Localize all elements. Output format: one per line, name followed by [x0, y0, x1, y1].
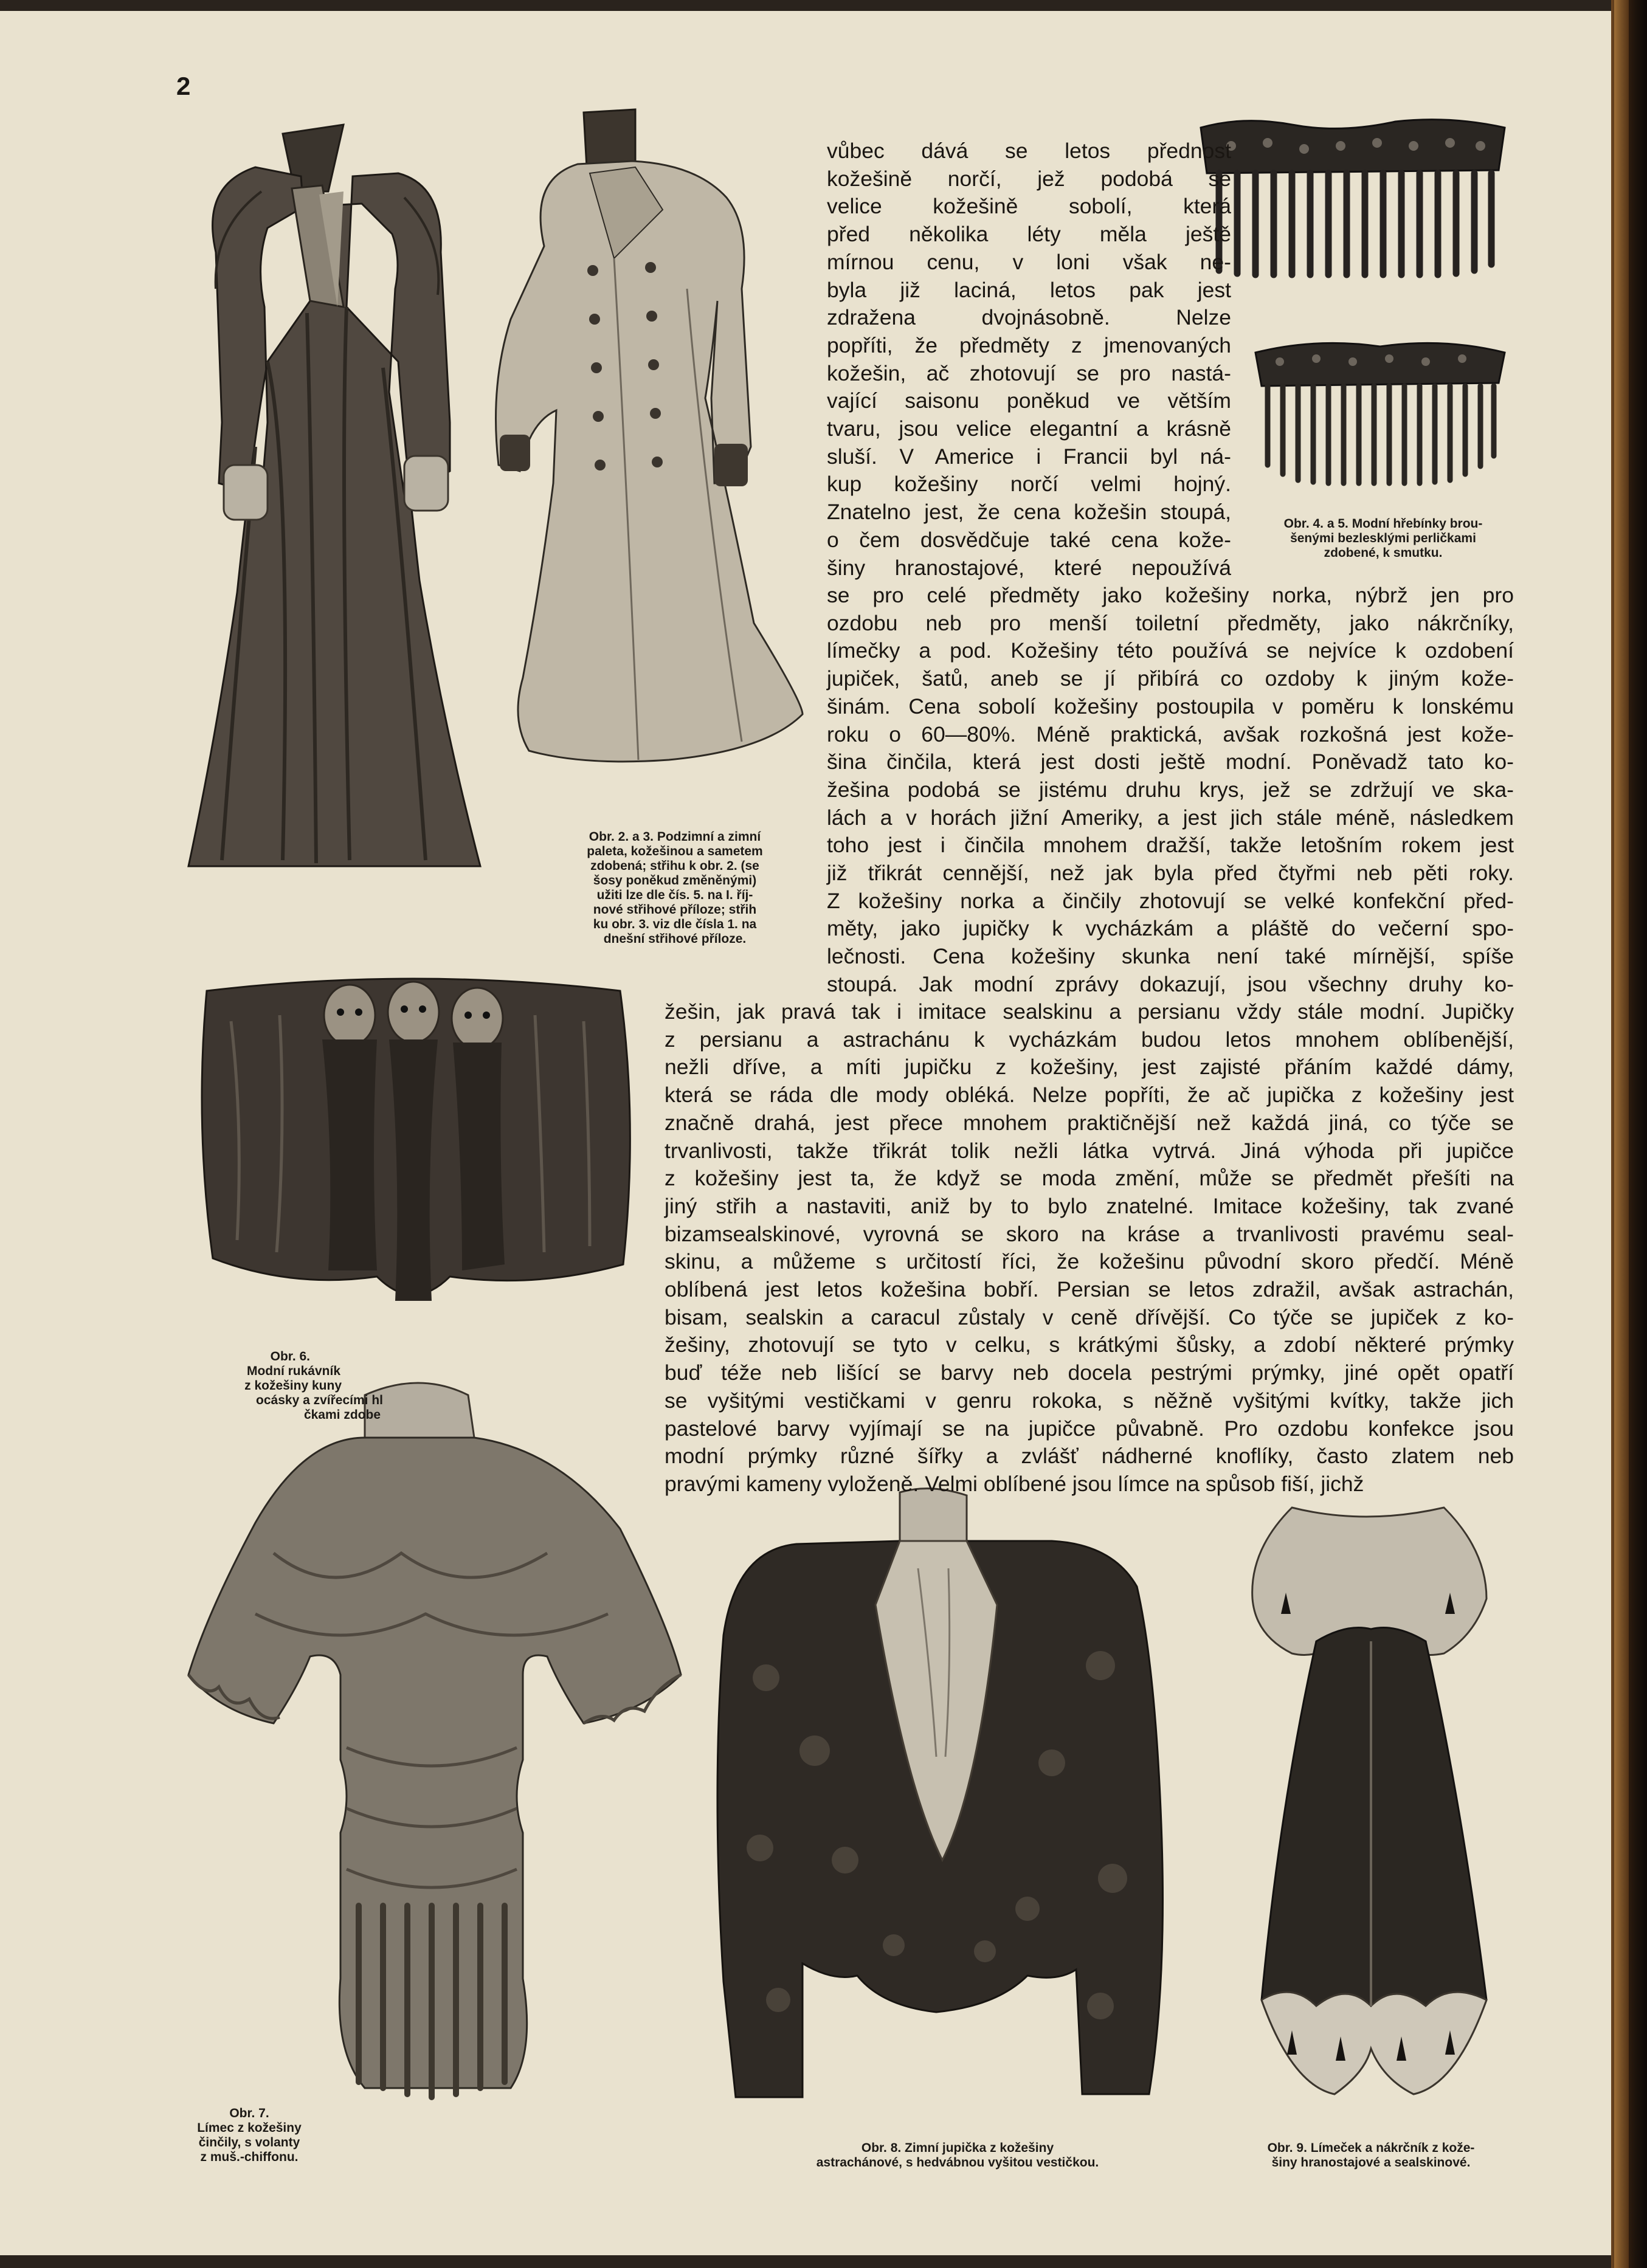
text-line: žešina podobá se jistému druhu krys, jež se zdržují ve ska-	[827, 777, 1514, 802]
text-line: bisam, sealskin a caracul zůstaly v ceně dřívější. Co týče se jupiček z ko-	[665, 1305, 1514, 1329]
article-column-middle	[827, 582, 1514, 999]
figure-2-dark-coat	[164, 106, 523, 894]
caption-line: Obr. 8. Zimní jupička z kožešiny	[861, 2141, 1054, 2155]
text-line: před několika léty měla ještě	[827, 222, 1231, 247]
text-line: šiny hranostajové, které nepoužívá	[827, 555, 1231, 580]
text-line: kožešin, ač zhotovují se pro nastá-	[827, 360, 1231, 385]
text-line: mírnou cenu, v loni však ne-	[827, 249, 1231, 274]
text-line: značně drahá, jest přece mnohem praktičnější než každá jiná, co týče se	[665, 1110, 1514, 1135]
caption-figure-9	[1213, 2141, 1529, 2170]
text-line: lečnosti. Cena kožešiny skunka není také mírnější, spíše	[827, 944, 1514, 969]
caption-line: šenými bezlesklými perličkami	[1290, 531, 1476, 545]
caption-line: Obr. 4. a 5. Modní hřebínky brou-	[1283, 517, 1483, 531]
text-line: bizamsealskinové, vyrovná se skoro na kráse a trvanlivosti pravému seal-	[665, 1221, 1514, 1246]
figure-3-light-coat	[486, 106, 809, 772]
text-line: toho jest i činčila mnohem dražší, takže letošním rokem jest	[827, 833, 1514, 858]
figure-7-chinchilla-collar	[182, 1371, 687, 2122]
text-line: nežli dříve, a míti jupičku z kožešiny, jest zajisté přáním každé dámy,	[665, 1055, 1514, 1080]
text-line: byla již laciná, letos pak jest	[827, 277, 1231, 302]
text-line: roku o 60—80%. Méně praktická, avšak rozkošná jest kože-	[827, 722, 1514, 746]
text-line: kup kožešiny norčí velmi hojný.	[827, 472, 1231, 497]
text-line: o čem dosvědčuje také cena kože-	[827, 527, 1231, 552]
text-line: jiný střih a nastaviti, aniž by to bylo znatelné. Imitace kožešiny, tak zvané	[665, 1193, 1514, 1218]
caption-line: Modní rukávník	[246, 1364, 340, 1378]
spine-edge	[1614, 0, 1629, 2268]
caption-line: z muš.-chiffonu.	[200, 2150, 299, 2164]
page-number: 2	[176, 72, 191, 100]
text-line: žešin, jak pravá tak i imitace sealskinu a persianu vždy stále modní. Jupičky	[665, 999, 1514, 1024]
text-line: zdražena dvojnásobně. Nelze	[827, 305, 1231, 330]
text-line: pastelové barvy vyjímají se na jupičce půvabně. Pro ozdobu konfekce jsou	[665, 1416, 1514, 1441]
text-line: z persianu a astrachánu k vycházkám budou letos mnohem oblíbenější,	[665, 1027, 1514, 1052]
caption-figure-2-3	[565, 830, 784, 946]
text-line: která se ráda dle mody obléká. Nelze popříti, že ač jupička z kožešiny jest	[665, 1083, 1514, 1108]
text-line: žešiny, zhotovují se tyto v celku, s krátkými šůsky, a zdobí některé prýmky	[665, 1332, 1514, 1357]
figure-6-fur-muff	[195, 973, 632, 1313]
figure-5-comb	[1249, 337, 1511, 489]
text-line: trvanlivosti, takže třikrát tolik nežli látka vytrvá. Jiná výhoda při jupičce	[665, 1138, 1514, 1163]
text-line: velice kožešině sobolí, která	[827, 194, 1231, 219]
caption-line: Límec z kožešiny	[197, 2121, 302, 2135]
text-line: modní prýmky různé šířky a zvlášť nádherné knoflíky, často zlatem neb	[665, 1444, 1514, 1469]
text-line: jupiček, šatů, aneb se jí přibírá co ozdoby k jiným kože-	[827, 666, 1514, 691]
caption-line: čkami zdobe	[303, 1408, 381, 1422]
text-line: stoupá. Jak modní zprávy dokazují, jsou všechny druhy ko-	[827, 971, 1514, 996]
text-line: se vyšitými vestičkami v genru rokoka, s něžně vyšitými kvítky, takže jich	[665, 1388, 1514, 1413]
caption-line: nové střihové příloze; střih	[593, 903, 757, 917]
figure-9-ermine-neckpiece	[1243, 1501, 1499, 2115]
text-line: tvaru, jsou velice elegantní a krásně	[827, 416, 1231, 441]
caption-figure-8	[766, 2141, 1149, 2170]
figure-4-comb	[1195, 115, 1511, 280]
text-line: oblíbená jest letos kožešina bobří. Persian se letos zdražil, avšak astrachán,	[665, 1277, 1514, 1302]
text-line: se pro celé předměty jako kožešiny norka, nýbrž jen pro	[827, 583, 1514, 607]
caption-line: Obr. 9. Límeček a nákrčník z kože-	[1267, 2141, 1475, 2155]
caption-line: zdobená; střihu k obr. 2. (se	[590, 859, 759, 873]
text-line: sluší. V Americe i Francii byl ná-	[827, 444, 1231, 469]
caption-line: šiny hranostajové a sealskinové.	[1271, 2156, 1471, 2170]
bottom-scan-edge	[0, 2255, 1611, 2268]
caption-figure-4-5	[1243, 517, 1523, 560]
text-line: buď téže neb lišící se barvy neb docela pestrými prýmky, jiné opět opatří	[665, 1360, 1514, 1385]
text-line: lách a v horách jižní Ameriky, a jest jich stále méně, následkem	[827, 805, 1514, 830]
caption-line: Obr. 2. a 3. Podzimní a zimní	[589, 830, 761, 844]
caption-line: užiti lze dle čís. 5. na I. říj-	[596, 888, 753, 902]
text-line: šina činčila, která jest dosti ještě modní. Poněvadž tato ko-	[827, 750, 1514, 774]
text-line: Znatelno jest, že cena kožešin stoupá,	[827, 500, 1231, 525]
caption-line: astrachánové, s hedvábnou vyšitou vestičkou.	[816, 2156, 1099, 2170]
caption-figure-7	[173, 2106, 325, 2165]
caption-line: paleta, kožešinou a sametem	[587, 844, 763, 858]
text-line: pravými kameny vyloženě. Velmi oblíbené jsou límce na spůsob fiší, jichž	[665, 1471, 1364, 1496]
text-line: měty, jako jupičky k vycházkám a pláště do večerní spo-	[827, 916, 1514, 941]
text-line: z kožešiny jest ta, že když se moda změní, může se předmět přešíti na	[665, 1166, 1514, 1191]
text-line: šinám. Cena sobolí kožešiny postoupila v poměru k lonskému	[827, 694, 1514, 719]
text-line: Z kožešiny norka a činčily zhotovují se velké konfekční před-	[827, 888, 1514, 913]
caption-line: činčily, s volanty	[198, 2135, 300, 2149]
text-line: ozdobu neb pro menší toiletní předměty, jako nákrčníky,	[827, 610, 1514, 635]
caption-line: zdobené, k smutku.	[1324, 546, 1443, 560]
caption-line: ku obr. 3. viz dle čísla 1. na	[593, 917, 757, 931]
caption-line: Obr. 6.	[270, 1349, 310, 1363]
text-line: límečky a pod. Kožešiny této používá se nejvíce k ozdobení	[827, 638, 1514, 663]
caption-figure-6	[201, 1349, 383, 1422]
text-line: vající saisonu poněkud ve větším	[827, 388, 1231, 413]
text-line: vůbec dává se letos přednost	[827, 139, 1231, 163]
text-line: skinu, a můžeme s určitostí říci, že kožešinu původní skoro předčí. Méně	[665, 1249, 1514, 1274]
text-line: popříti, že předměty z jmenovaných	[827, 333, 1231, 357]
text-line: již třikrát cennější, než jak byla před čtyřmi neb pěti roky.	[827, 861, 1514, 886]
caption-line: šosy poněkud změněnými)	[593, 874, 757, 888]
top-scan-edge	[0, 0, 1611, 11]
figure-8-astrakhan-jacket	[711, 1483, 1173, 2122]
article-column-upper	[827, 137, 1231, 582]
caption-line: Obr. 7.	[229, 2106, 269, 2120]
caption-line: dnešní střihové příloze.	[603, 932, 747, 946]
caption-line: ocásky a zvířecími hl	[256, 1393, 383, 1407]
article-column-lower	[665, 998, 1514, 1498]
text-line: kožešině norčí, jež podobá se	[827, 166, 1231, 191]
caption-line: z kožešiny kuny	[244, 1379, 342, 1393]
